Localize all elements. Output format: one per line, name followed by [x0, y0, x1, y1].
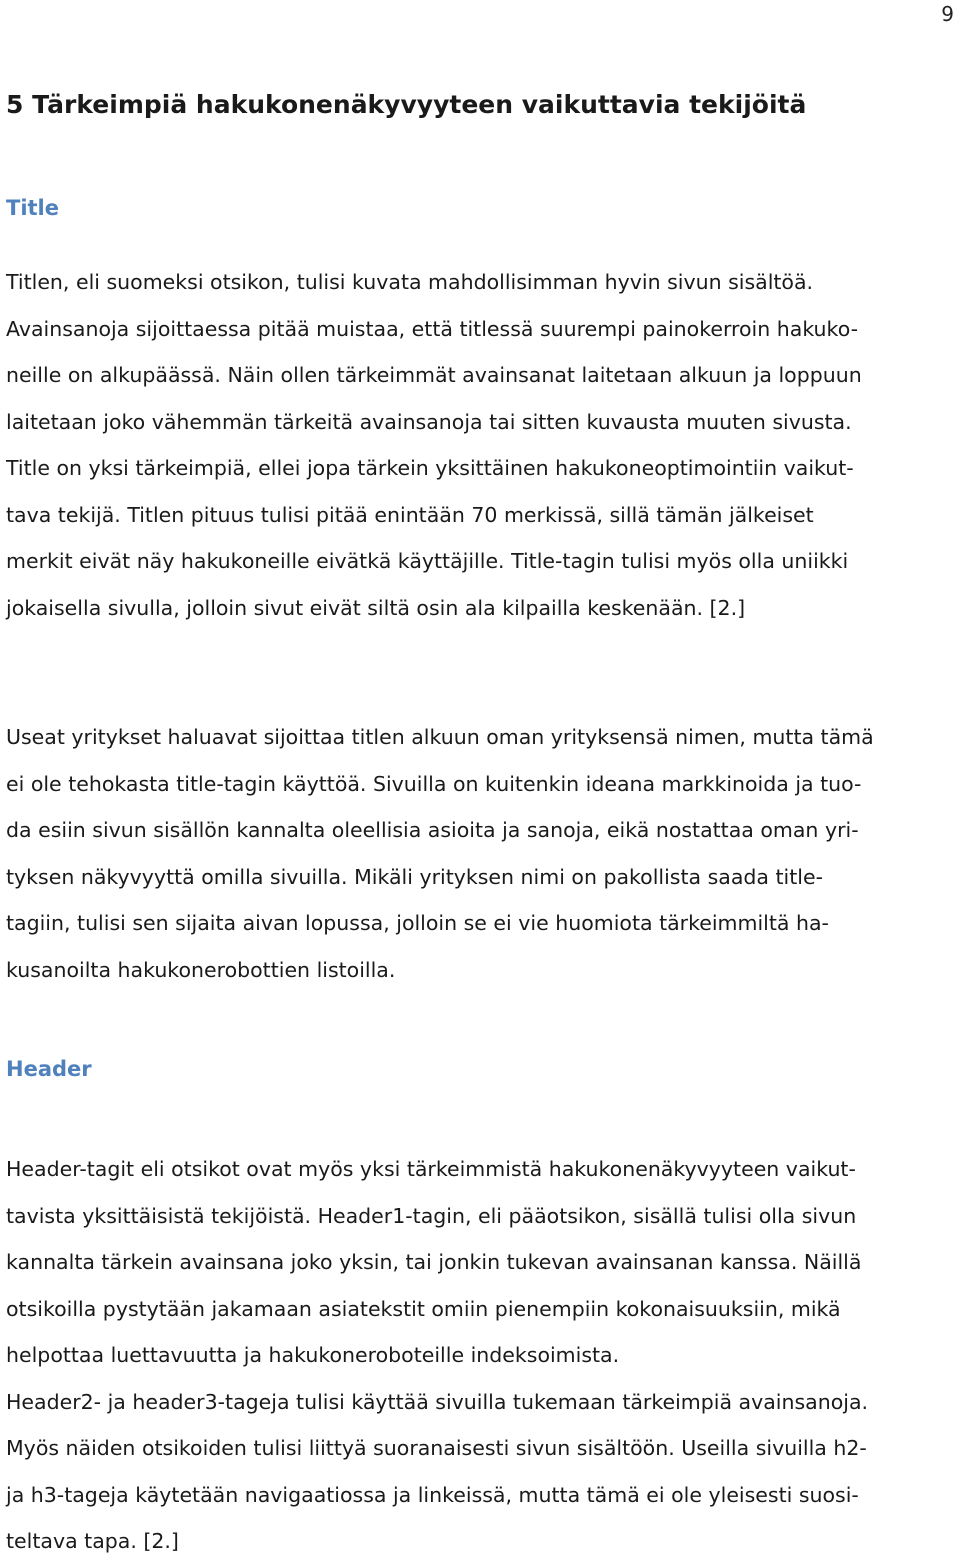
paragraph-line: Title on yksi tärkeimpiä, ellei jopa tärkein yksittäinen hakukoneoptimointiin vaikut- [6, 456, 854, 480]
paragraph-line: neille on alkupäässä. Näin ollen tärkeimmät avainsanat laitetaan alkuun ja loppuun [6, 363, 862, 387]
paragraph-line: otsikoilla pystytään jakamaan asiatekstit omiin pienempiin kokonaisuuksiin, mikä [6, 1296, 841, 1321]
paragraph-line: merkit eivät näy hakukoneille eivätkä käyttäjille. Title-tagin tulisi myös olla uniikki [6, 549, 849, 573]
paragraph-line: jokaisella sivulla, jolloin sivut eivät siltä osin ala kilpailla keskenään. [2.] [6, 595, 746, 620]
header-paragraph [6, 1146, 868, 1565]
paragraph-line: Header2- ja header3-tageja tulisi käyttää sivuilla tukemaan tärkeimpiä avainsanoja. [6, 1389, 869, 1414]
paragraph-line: Useat yritykset haluavat sijoittaa titlen alkuun oman yrityksensä nimen, mutta tämä [6, 725, 874, 749]
paragraph-line: tyksen näkyvyyttä omilla sivuilla. Mikäli yrityksen nimi on pakollista saada title- [6, 864, 823, 889]
paragraph-line: laitetaan joko vähemmän tärkeitä avainsanoja tai sitten kuvausta muuten sivusta. [6, 409, 852, 434]
paragraph-line: Header-tagit eli otsikot ovat myös yksi tärkeimmistä hakukonenäkyvyyteen vaikut- [6, 1157, 856, 1181]
paragraph-line: kusanoilta hakukonerobottien listoilla. [6, 957, 396, 982]
paragraph-line: Myös näiden otsikoiden tulisi liittyä suoranaisesti sivun sisältöön. Useilla sivuilla h2- [6, 1436, 867, 1460]
paragraph-line: ja h3-tageja käytetään navigaatiossa ja linkeissä, mutta tämä ei ole yleisesti suosi- [6, 1482, 859, 1507]
paragraph-line: helpottaa luettavuutta ja hakukoneroboteille indeksoimista. [6, 1343, 620, 1367]
section-heading-title: Title [6, 196, 60, 220]
title-paragraph-1 [6, 259, 862, 631]
paragraph-line: tagiin, tulisi sen sijaita aivan lopussa, jolloin se ei vie huomiota tärkeimmiltä ha- [6, 911, 829, 935]
page-number: 9 [941, 2, 954, 26]
section-heading-header: Header [6, 1057, 92, 1081]
paragraph-line: tavista yksittäisistä tekijöistä. Header1-tagin, eli pääotsikon, sisällä tulisi olla sivun [6, 1203, 857, 1228]
paragraph-line: ei ole tehokasta title-tagin käyttöä. Sivuilla on kuitenkin ideana markkinoida ja tuo- [6, 771, 862, 796]
title-paragraph-2 [6, 714, 874, 993]
paragraph-line: da esiin sivun sisällön kannalta oleellisia asioita ja sanoja, eikä nostattaa oman yri- [6, 818, 859, 842]
paragraph-line: tava tekijä. Titlen pituus tulisi pitää enintään 70 merkissä, sillä tämän jälkeiset [6, 502, 814, 527]
paragraph-line: Avainsanoja sijoittaessa pitää muistaa, että titlessä suurempi painokerroin hakuko- [6, 316, 859, 341]
chapter-title: 5 Tärkeimpiä hakukonenäkyvyyteen vaikuttavia tekijöitä [6, 90, 807, 119]
paragraph-line: kannalta tärkein avainsana joko yksin, tai jonkin tukevan avainsanan kanssa. Näillä [6, 1250, 862, 1274]
paragraph-line: teltava tapa. [2.] [6, 1529, 179, 1553]
paragraph-line: Titlen, eli suomeksi otsikon, tulisi kuvata mahdollisimman hyvin sivun sisältöä. [6, 270, 814, 294]
